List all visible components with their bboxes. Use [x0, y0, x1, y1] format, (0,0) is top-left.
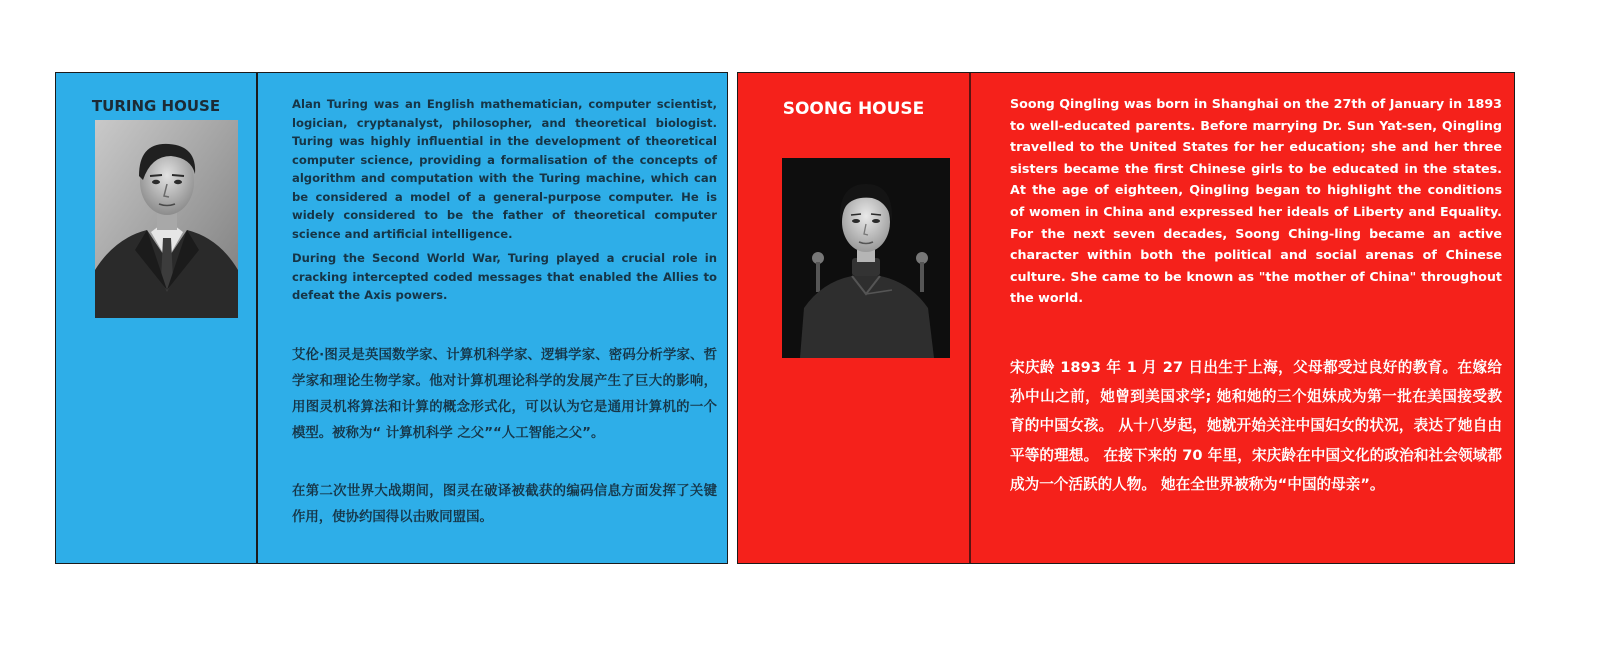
soong-chinese-paragraph-1: 宋庆龄 1893 年 1 月 27 日出生于上海，父母都受过良好的教育。在嫁给孙中山之前，她曾到美国求学; 她和她的三个姐妹成为第一批在美国接受教育的中国女孩。 从十八岁起，她就开始关注中国妇女的状况，表达了她自由平等的理想。 在接下来的 70 年里，宋庆龄在中国文化的政治和社会领域都成为一个活跃的人物。 她在全世界被称为“中国的母亲”。 [1010, 359, 1502, 493]
alan-turing-portrait-icon [95, 120, 238, 318]
turing-house-title: TURING HOUSE [91, 97, 221, 115]
turing-english-paragraph-1: Alan Turing was an English mathematician, computer scientist, logician, cryptanalyst, philosopher, and theoretical biologist. Turing was highly influential in the development of theoretical computer science, providing a formalisation of the concepts of algorithm and computation with the Turing machine, which can be considered a model of a general-purpose computer. He is widely considered to be the father of theoretical computer science and artificial intelligence. [292, 97, 717, 241]
soong-panel-divider [969, 73, 971, 563]
turing-panel-divider [256, 73, 258, 563]
turing-chinese-paragraph-2: 在第二次世界大战期间，图灵在破译被截获的编码信息方面发挥了关键作用，使协约国得以击败同盟国。 [292, 484, 717, 525]
turing-house-panel [55, 72, 728, 564]
turing-chinese-paragraph-1: 艾伦·图灵是英国数学家、计算机科学家、逻辑学家、密码分析学家、哲学家和理论生物学家。他对计算机理论科学的发展产生了巨大的影响，用图灵机将算法和计算的概念形式化，可以认为它是通用计算机的一个模型。被称为“ 计算机科学 之父”“人工智能之父”。 [292, 348, 717, 441]
soong-qingling-portrait-icon [782, 158, 950, 358]
soong-english-paragraph-1: Soong Qingling was born in Shanghai on the 27th of January in 1893 to well-educated parents. Before marrying Dr. Sun Yat-sen, Qingling travelled to the United States for her education; she and her three sisters became the first Chinese girls to be educated in the states. At the age of eighteen, Qingling began to highlight the conditions of women in China and expressed her ideals of Liberty and Equality. For the next seven decades, Soong Ching-ling became an active character within both the political and social arenas of Chinese culture. She came to be known as "the mother of China" throughout the world. [1010, 96, 1502, 306]
turing-english-paragraph-2: During the Second World War, Turing played a crucial role in cracking intercepted coded messages that enabled the Allies to defeat the Axis powers. [292, 251, 717, 302]
soong-house-title: SOONG HOUSE [782, 99, 925, 119]
soong-house-panel [737, 72, 1515, 564]
